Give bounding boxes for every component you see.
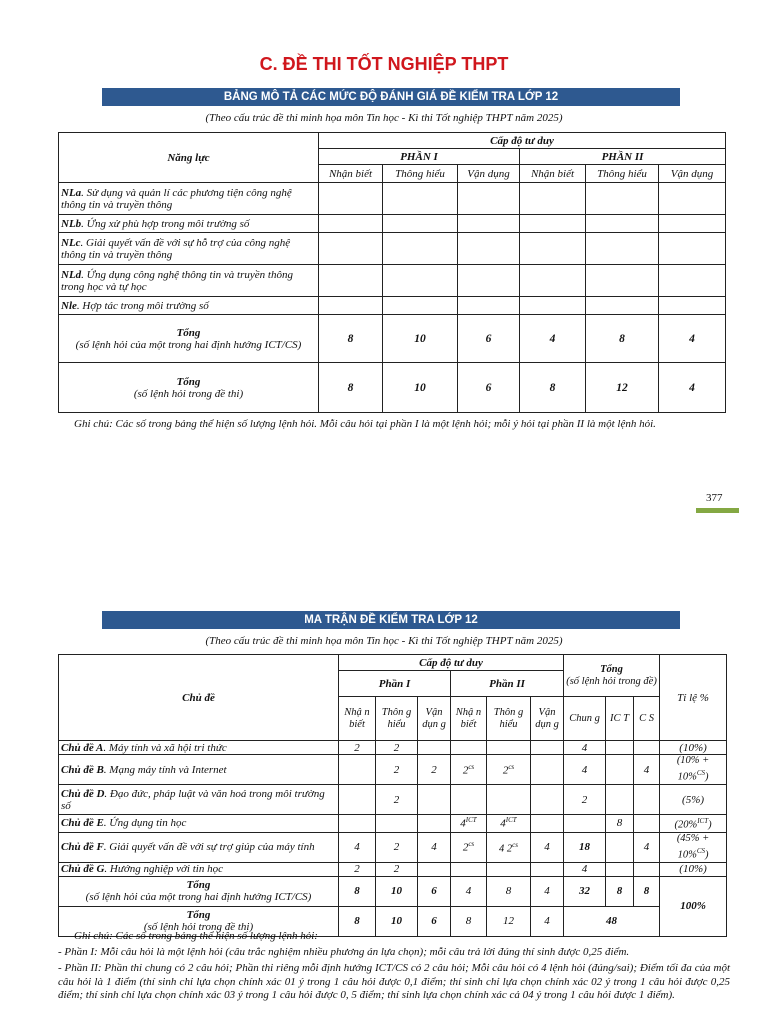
- table-row: [59, 297, 726, 315]
- cell-value: 4: [634, 755, 660, 785]
- total-value: 8: [487, 876, 531, 906]
- table-row: [59, 741, 727, 755]
- topic-text: . Đạo đức, pháp luật và văn hoá trong môi trường số: [61, 787, 325, 812]
- header-tile: Tỉ lệ %: [660, 655, 727, 741]
- header-nangluc: Năng lực: [59, 133, 319, 183]
- total-value: 8: [319, 363, 383, 413]
- total-value: 8: [339, 906, 376, 936]
- total-value: 12: [586, 363, 659, 413]
- cell-value: 4: [564, 755, 606, 785]
- topic-code: Chủ đề F: [61, 841, 104, 853]
- total-value: 8: [606, 876, 634, 906]
- cell-value: 2: [564, 785, 606, 815]
- ratio-value: (5%): [660, 785, 727, 815]
- total-value: 48: [564, 906, 660, 936]
- topic-code: Chủ đề G: [61, 863, 105, 875]
- topic-text: . Hướng nghiệp với tin học: [104, 863, 223, 875]
- total-value: 8: [339, 876, 376, 906]
- page-title: C. ĐỀ THI TỐT NGHIỆP THPT: [259, 54, 509, 74]
- table2-note-heading: Ghi chú: Các số trong bảng thể hiện số lượng lệnh hỏi:: [74, 930, 318, 942]
- cell-value: 18: [564, 832, 606, 862]
- total-value: 6: [418, 876, 451, 906]
- total-row: [59, 315, 726, 363]
- table1-banner: BẢNG MÔ TẢ CÁC MỨC ĐỘ ĐÁNH GIÁ ĐỀ KIỂM TRA LỚP 12: [102, 88, 680, 106]
- topic-code: Chủ đề A: [61, 741, 104, 754]
- table1-note: Ghi chú: Các số trong bảng thể hiện số lượng lệnh hỏi. Mỗi câu hỏi tại phần I là một lệnh hỏi; mỗi ý hỏi tại phần II là một lệnh hỏi.: [74, 418, 656, 430]
- table-row: [59, 832, 727, 862]
- competency-code: NLc: [61, 236, 81, 249]
- total-value: 6: [418, 906, 451, 936]
- topic-text: . Ứng dụng tin học: [103, 817, 187, 830]
- header-phan1: PHẦN I: [319, 149, 520, 165]
- total-value: 10: [376, 906, 418, 936]
- ratio-sup: CS: [696, 769, 705, 778]
- total-value: 10: [383, 363, 458, 413]
- total-value: 4: [531, 906, 564, 936]
- header-tong-sub: (số lệnh hỏi trong đề): [566, 675, 657, 687]
- table2-note-phan2: - Phần II: Phần thi chung có 2 câu hỏi; Phần thi riêng mỗi định hướng ICT/CS có 2 câu hỏi; Mỗi câu hỏi có 4 lệnh hỏi (đúng/sai); Điểm tối đa của một câu hỏi là 1 điểm (thí sinh chỉ lựa chọn chính xác 01 ý trong 1 câu hỏi được 0,1 điểm; thí sinh chỉ lựa chọn chính xác 02 ý trong 1 câu hỏi được 0,25 điểm; thí sinh chỉ lựa chọn chính xác 03 ý trong 1 câu hỏi được 0, 5 điểm; thí sinh lựa chọn chính xác cả 04 ý trong 1 câu hỏi được 1 điểm).: [58, 962, 730, 1001]
- competency-text: . Ứng dụng công nghệ thông tin và truyền thông trong học và tự học: [61, 268, 293, 293]
- table2-note-phan1: - Phần I: Mỗi câu hỏi là một lệnh hỏi (câu trắc nghiệm nhiều phương án lựa chọn); mỗi câu trả lời đúng thí sinh được 0,25 điểm.: [58, 946, 630, 958]
- total-value: 6: [458, 315, 520, 363]
- cell-value: 2: [502, 764, 509, 777]
- total-title: Tổng: [186, 879, 211, 891]
- cell-sup: cs: [468, 840, 475, 849]
- total-value: 10: [376, 876, 418, 906]
- total-value: 8: [586, 315, 659, 363]
- table-row: [59, 265, 726, 297]
- total-value: 4: [520, 315, 586, 363]
- ratio-value: (10%): [660, 862, 727, 876]
- level-header: Nhậ n biết: [451, 697, 487, 741]
- level-header: Thông hiểu: [383, 165, 458, 183]
- topic-text: . Máy tính và xã hội tri thức: [103, 741, 227, 754]
- cell-value: 2: [339, 862, 376, 876]
- cell-value: 2: [462, 841, 469, 854]
- cell-value: 4: [500, 818, 506, 831]
- table-row: [59, 215, 726, 233]
- cell-value: 2: [376, 832, 418, 862]
- table1-subtitle: (Theo cấu trúc đề thi minh họa môn Tin học - Kì thi Tốt nghiệp THPT năm 2025): [205, 112, 563, 124]
- competency-text: . Hợp tác trong môi trường số: [76, 299, 209, 312]
- total-value: 10: [383, 315, 458, 363]
- page-number: 377: [706, 492, 723, 504]
- cell-sup: ICT: [505, 816, 517, 825]
- cell-sup: cs: [512, 840, 518, 849]
- total-value: 12: [487, 906, 531, 936]
- total-row: [59, 363, 726, 413]
- ratio-end: ): [705, 771, 709, 783]
- table-row: [59, 183, 726, 215]
- total-value: 8: [634, 876, 660, 906]
- header-tong: Tổng: [600, 663, 623, 675]
- competency-text: . Sử dụng và quản lí các phương tiện công nghệ thông tin và truyền thông: [61, 186, 292, 211]
- total-value: 8: [451, 906, 487, 936]
- total-value: 6: [458, 363, 520, 413]
- ratio-end: ): [708, 819, 712, 831]
- cell-sup: ICT: [465, 816, 477, 825]
- total-subtitle: (số lệnh hỏi trong đề thi): [133, 387, 244, 400]
- table-row: [59, 233, 726, 265]
- table-row: [59, 815, 727, 833]
- header-capdo: Cấp độ tư duy: [339, 655, 564, 671]
- ratio-value: (20%: [674, 819, 698, 831]
- competency-text: . Ứng xử phù hợp trong môi trường số: [81, 217, 250, 230]
- total-subtitle: (số lệnh hỏi trong đề thi): [143, 921, 254, 933]
- cell-value: 4 2: [499, 843, 513, 855]
- competency-text: . Giải quyết vấn đề với sự hỗ trợ của công nghệ thông tin và truyền thông: [61, 236, 291, 261]
- header-phan2: PHẦN II: [520, 149, 726, 165]
- header-phan2: Phần II: [451, 671, 564, 697]
- header-chude: Chủ đề: [59, 655, 339, 741]
- header-chung: Chun g: [564, 697, 606, 741]
- cell-sup: cs: [508, 762, 515, 771]
- cell-value: 2: [339, 741, 376, 755]
- cell-value: 2: [376, 862, 418, 876]
- topic-code: Chủ đề D: [61, 787, 105, 800]
- topic-text: . Mạng máy tính và Internet: [103, 763, 227, 776]
- level-header: Vận dụng: [659, 165, 726, 183]
- cell-value: 4: [418, 832, 451, 862]
- ratio-value: (10% + 10%: [676, 755, 710, 783]
- page-footer-bar: [696, 508, 739, 513]
- total-value: 32: [564, 876, 606, 906]
- level-header: Vận dụng: [458, 165, 520, 183]
- topic-text: . Giải quyết vấn đề với sự trợ giúp của máy tính: [103, 841, 315, 853]
- level-header: Nhận biết: [319, 165, 383, 183]
- topic-code: Chủ đề B: [61, 763, 104, 776]
- total-value: 4: [659, 363, 726, 413]
- exam-matrix-table: [58, 654, 727, 937]
- ratio-sup: ICT: [697, 817, 709, 825]
- total-row: [59, 876, 727, 906]
- ratio-value: (45% + 10%: [676, 832, 710, 861]
- header-cs: C S: [634, 697, 660, 741]
- table-row: [59, 755, 727, 785]
- level-header: Nhận biết: [520, 165, 586, 183]
- cell-value: 4: [564, 741, 606, 755]
- competency-code: NLa: [61, 186, 82, 199]
- header-capdo: Cấp độ tư duy: [319, 133, 726, 149]
- table-row: [59, 785, 727, 815]
- level-header: Vận dụn g: [418, 697, 451, 741]
- cell-sup: cs: [468, 762, 475, 771]
- total-subtitle: (số lệnh hỏi của một trong hai định hướng ICT/CS): [75, 338, 302, 351]
- cell-value: 4: [531, 832, 564, 862]
- competency-table: [58, 132, 726, 413]
- total-value: 8: [520, 363, 586, 413]
- cell-value: 4: [634, 832, 660, 862]
- cell-value: 2: [376, 755, 418, 785]
- table2-banner: MA TRẬN ĐỀ KIỂM TRA LỚP 12: [102, 611, 680, 629]
- level-header: Thông hiểu: [586, 165, 659, 183]
- level-header: Vận dụn g: [531, 697, 564, 741]
- cell-value: 2: [462, 764, 469, 777]
- cell-value: 2: [418, 755, 451, 785]
- ratio-end: ): [705, 849, 709, 861]
- level-header: Thôn g hiểu: [487, 697, 531, 741]
- cell-value: [418, 741, 451, 755]
- total-value: 4: [531, 876, 564, 906]
- total-title: Tổng: [176, 375, 201, 388]
- total-value: 4: [451, 876, 487, 906]
- cell-value: 4: [339, 832, 376, 862]
- total-title: Tổng: [176, 326, 201, 339]
- cell-value: 4: [564, 862, 606, 876]
- competency-code: NLb: [61, 217, 82, 230]
- level-header: Thôn g hiểu: [376, 697, 418, 741]
- total-title: Tổng: [186, 909, 211, 921]
- cell-value: 8: [606, 815, 634, 833]
- total-ratio: 100%: [660, 876, 727, 936]
- ratio-sup: CS: [696, 846, 705, 855]
- competency-code: Nle: [61, 299, 77, 312]
- total-value: 8: [319, 315, 383, 363]
- total-subtitle: (số lệnh hỏi của một trong hai định hướng ICT/CS): [85, 891, 312, 903]
- total-value: 4: [659, 315, 726, 363]
- table-row: [59, 862, 727, 876]
- cell-value: 2: [376, 741, 418, 755]
- header-phan1: Phần I: [339, 671, 451, 697]
- competency-code: NLd: [61, 268, 82, 281]
- cell-value: 4: [460, 818, 466, 831]
- topic-code: Chủ đề E: [61, 817, 104, 830]
- ratio-value: (10%): [660, 741, 727, 755]
- level-header: Nhậ n biết: [339, 697, 376, 741]
- header-ict: IC T: [606, 697, 634, 741]
- table2-subtitle: (Theo cấu trúc đề thi minh họa môn Tin học - Kì thi Tốt nghiệp THPT năm 2025): [205, 635, 563, 647]
- cell-value: 2: [376, 785, 418, 815]
